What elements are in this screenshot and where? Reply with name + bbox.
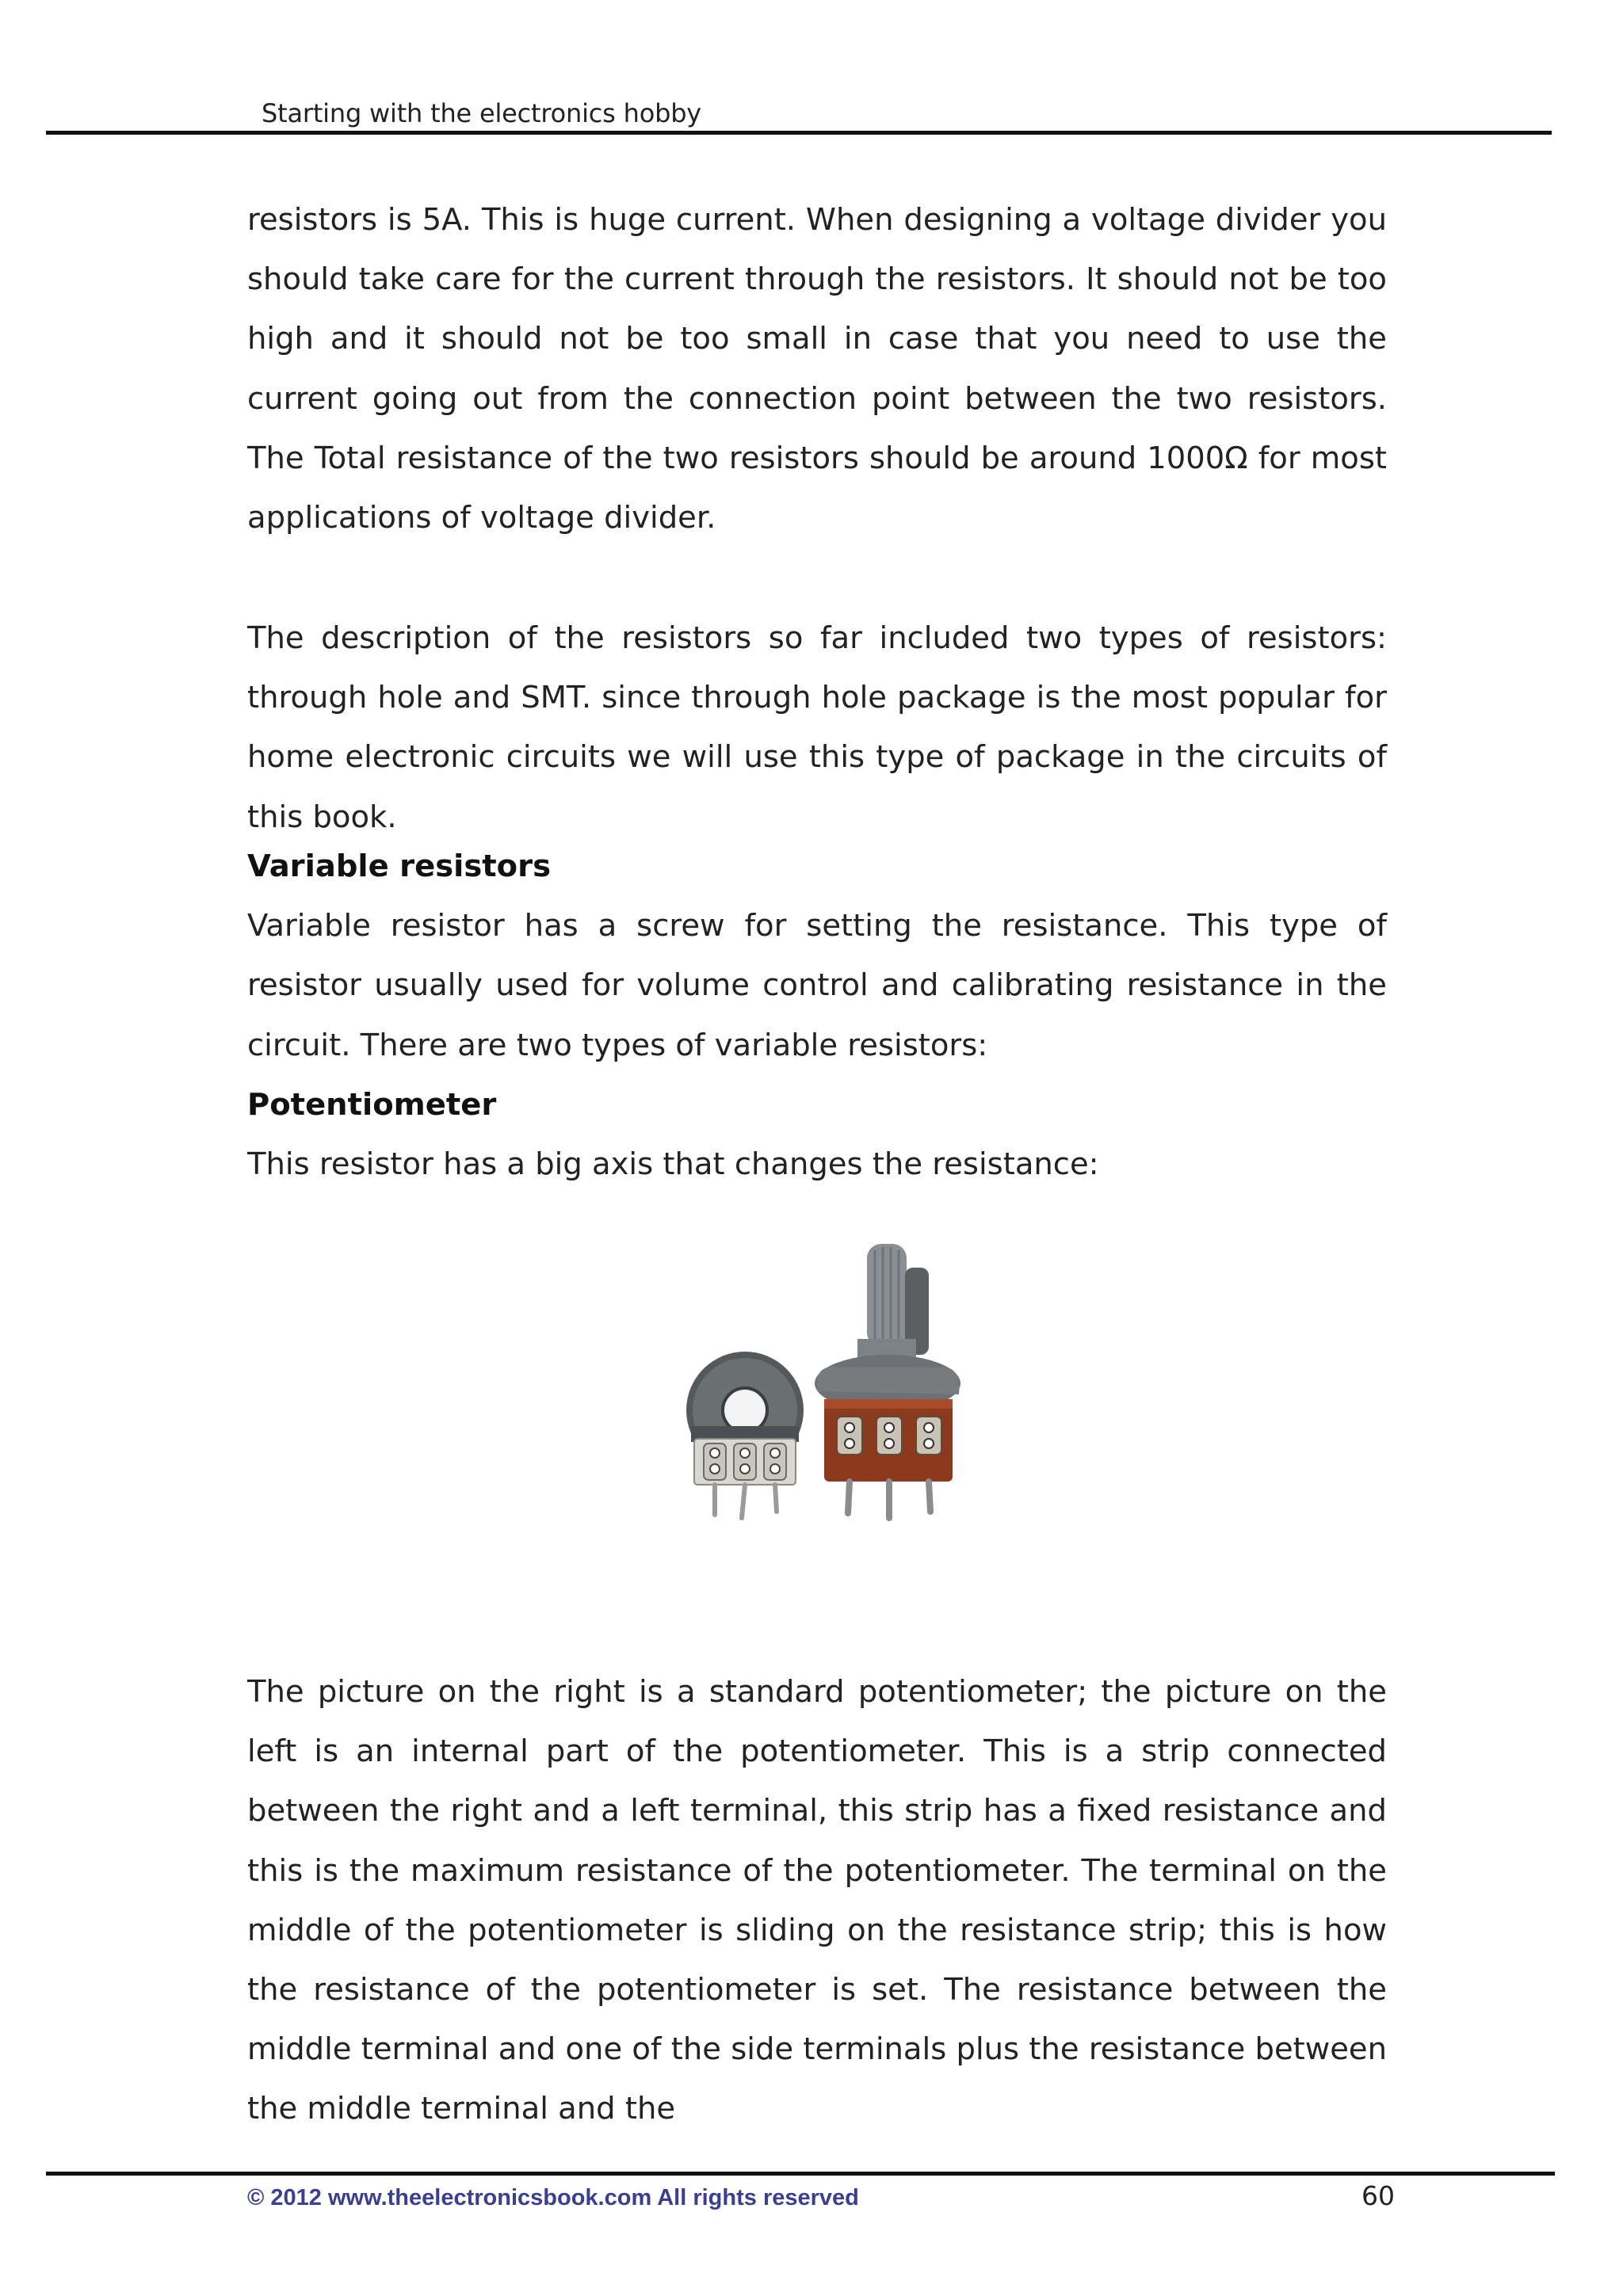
header-rule: [46, 131, 1552, 135]
body-text-top: [247, 190, 1387, 547]
paragraph-variable-resistor: Variable resistor has a screw for setting the resistance. This type of resistor usually used for volume control and calibrating resistance in the circuit. There are two types of variable resistors:: [247, 908, 1387, 1063]
standard-potentiometer-image: [815, 1244, 960, 1518]
paragraph-potentiometer-intro: This resistor has a big axis that changes the resistance:: [247, 1146, 1099, 1183]
heading-variable-resistors: Variable resistors: [247, 849, 551, 884]
potentiometer-internal-part-image: [686, 1352, 804, 1518]
body-text-package: [247, 608, 1387, 847]
body-text-bottom: [247, 1662, 1387, 2139]
paragraph-potentiometer-description: The picture on the right is a standard potentiometer; the picture on the left is an internal part of the potentiometer. This is a strip connected between the right and a left terminal, this strip has a fixed resistance and this is the maximum resistance of the potentiometer. The terminal on the middle of the potentiometer is sliding on the resistance strip; this is how the resistance of the potentiometer is set. The resistance between the middle terminal and one of the side terminals plus the resistance between the middle terminal and the: [247, 1674, 1387, 2127]
paragraph-resistor-types: The description of the resistors so far included two types of resistors: through hole and SMT. since through hole package is the most popular for home electronic circuits we will use this type of package in the circuits of this book.: [247, 620, 1387, 835]
potentiometer-photo: [634, 1236, 967, 1529]
variable-resistors-section: [247, 837, 1387, 1194]
footer-rule: [46, 2172, 1555, 2176]
heading-potentiometer: Potentiometer: [247, 1086, 497, 1123]
footer-copyright: © 2012 www.theelectronicsbook.com All rights reserved: [247, 2185, 859, 2210]
running-header: Starting with the electronics hobby: [262, 98, 702, 128]
paragraph-voltage-divider: resistors is 5A. This is huge current. When designing a voltage divider you should take care for the current through the resistors. It should not be too high and it should not be too small in case that you need to use the current going out from the connection point between the two resistors. The Total resistance of the two resistors should be around 1000Ω for most applications of voltage divider.: [247, 202, 1387, 536]
page-number: 60: [1361, 2180, 1395, 2211]
